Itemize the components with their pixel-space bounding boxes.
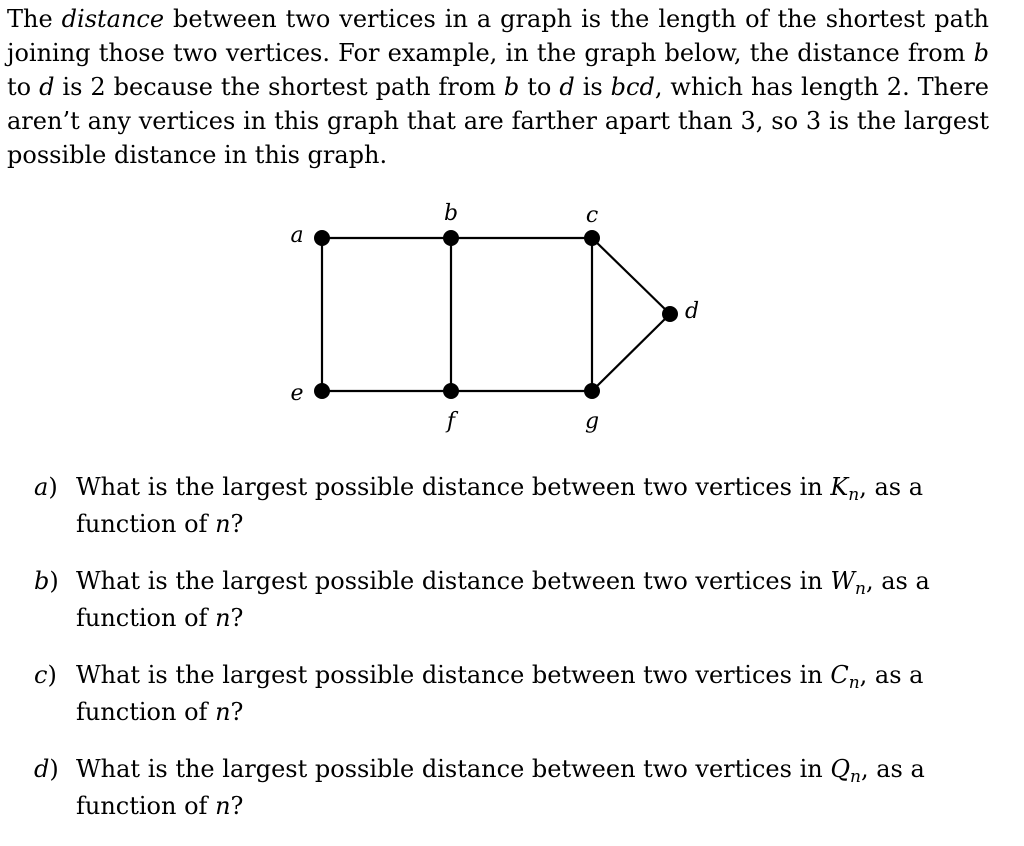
vertex-label-d: d xyxy=(684,299,700,324)
intro-text: to xyxy=(519,73,560,101)
question-label: c) xyxy=(34,661,57,689)
question-line: function of n? xyxy=(76,604,244,632)
path-ref: bcd xyxy=(610,73,655,101)
intro-text: is xyxy=(574,73,611,101)
graph-family-symbol: C xyxy=(830,661,849,689)
vertex-d xyxy=(662,306,678,322)
intro-text: is 2 because the shortest path from xyxy=(54,73,504,101)
vertex-e xyxy=(314,383,330,399)
graph-family-symbol: Q xyxy=(830,755,851,783)
graph-family-symbol: W xyxy=(830,567,855,595)
vertex-label-b: b xyxy=(443,201,459,226)
question-label: a) xyxy=(34,473,58,501)
term-distance: distance xyxy=(61,5,165,33)
vertex-ref: b xyxy=(973,39,989,67)
vertex-ref: d xyxy=(559,73,575,101)
edge-cd xyxy=(592,238,670,314)
graph-diagram xyxy=(0,190,1024,440)
graph-edges xyxy=(322,238,670,391)
question-line: What is the largest possible distance between two vertices in $W_n$, as a xyxy=(76,567,930,599)
vertex-ref: d xyxy=(39,73,55,101)
question-label: d) xyxy=(34,755,59,783)
question-list xyxy=(34,470,989,846)
question-line: What is the largest possible distance between two vertices in $C_n$, as a xyxy=(76,661,924,693)
question-line: What is the largest possible distance between two vertices in $K_n$, as a xyxy=(76,473,924,505)
vertex-f xyxy=(443,383,459,399)
graph-vertices xyxy=(314,230,678,399)
vertex-ref: b xyxy=(503,73,520,101)
graph-vertex-labels xyxy=(290,201,699,434)
vertex-b xyxy=(443,230,459,246)
question-c xyxy=(34,658,989,729)
question-a xyxy=(34,470,989,541)
intro-text: to xyxy=(7,73,40,101)
intro-text: The xyxy=(7,5,62,33)
question-line: function of n? xyxy=(76,510,244,538)
intro-paragraph xyxy=(7,2,989,172)
vertex-label-a: a xyxy=(290,223,304,248)
graph-family-symbol: K xyxy=(830,473,849,501)
vertex-label-g: g xyxy=(584,409,600,434)
intro-text: , which has length 2. There aren’t any vertices in this graph that are farther apart than 3, so 3 is the largest possible distance in this graph. xyxy=(7,73,990,169)
question-line: function of n? xyxy=(76,792,244,820)
question-line: function of n? xyxy=(76,698,244,726)
question-line: What is the largest possible distance between two vertices in $Q_n$, as a xyxy=(76,755,925,787)
intro-text: between two vertices in a graph is the length of the shortest path joining those two vertices. For example, in the graph below, the distance from xyxy=(7,5,989,67)
edge-dg xyxy=(592,314,670,391)
vertex-label-f: f xyxy=(446,409,456,434)
vertex-a xyxy=(314,230,330,246)
vertex-label-e: e xyxy=(290,381,304,406)
question-d xyxy=(34,752,989,823)
question-label: b) xyxy=(34,567,59,595)
question-b xyxy=(34,564,989,635)
vertex-label-c: c xyxy=(585,203,599,228)
vertex-c xyxy=(584,230,600,246)
vertex-g xyxy=(584,383,600,399)
